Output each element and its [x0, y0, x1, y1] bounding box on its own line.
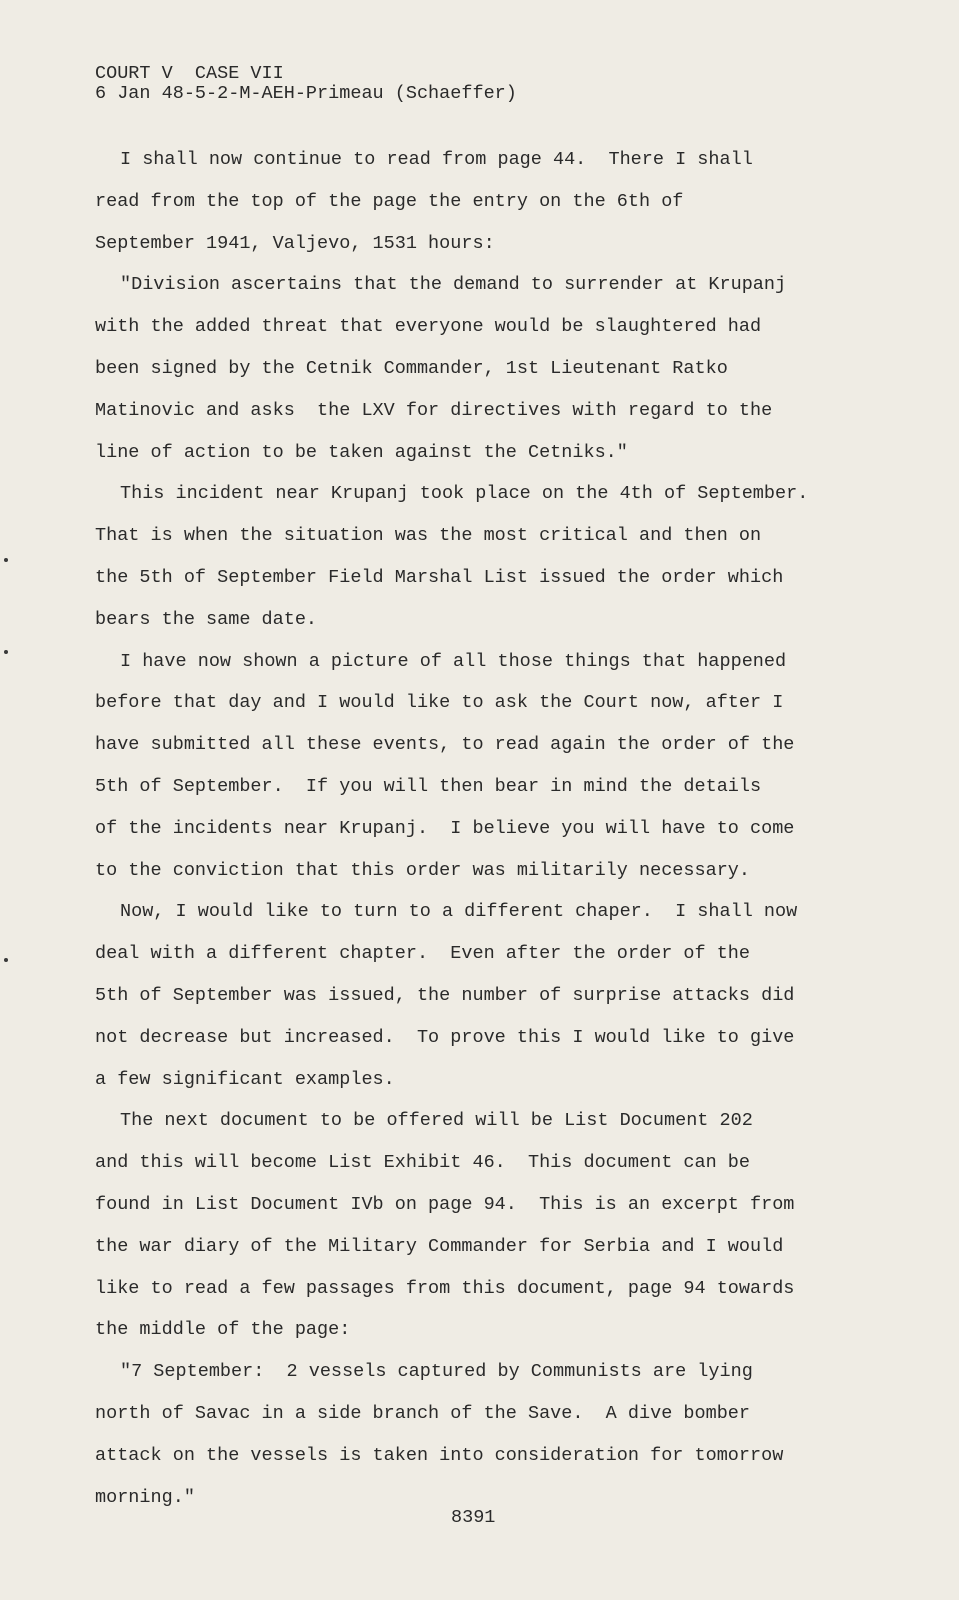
transcript-line: the war diary of the Military Commander for Serbia and I would: [95, 1235, 784, 1257]
transcript-line: attack on the vessels is taken into consideration for tomorrow: [95, 1444, 784, 1466]
transcript-line: I have now shown a picture of all those things that happened: [120, 650, 787, 672]
transcript-line: The next document to be offered will be List Document 202: [120, 1110, 753, 1132]
transcript-line: been signed by the Cetnik Commander, 1st Lieutenant Ratko: [95, 357, 728, 379]
transcript-line: like to read a few passages from this document, page 94 towards: [95, 1277, 795, 1299]
transcript-line: Matinovic and asks the LXV for directives with regard to the: [95, 399, 773, 421]
margin-mark: [4, 558, 8, 562]
transcript-line: deal with a different chapter. Even after the order of the: [95, 943, 751, 965]
transcript-line: the 5th of September Field Marshal List issued the order which: [95, 566, 784, 588]
session-reference: 6 Jan 48-5-2-M-AEH-Primeau (Schaeffer): [95, 83, 517, 104]
transcript-line: not decrease but increased. To prove this I would like to give: [95, 1026, 795, 1048]
transcript-line: north of Savac in a side branch of the Save. A dive bomber: [95, 1402, 751, 1424]
transcript-line: This incident near Krupanj took place on the 4th of September.: [120, 483, 809, 505]
page-number: 8391: [451, 1507, 496, 1528]
transcript-line: I shall now continue to read from page 44. There I shall: [120, 149, 753, 170]
transcript-line: read from the top of the page the entry on the 6th of: [95, 190, 684, 212]
transcript-line: and this will become List Exhibit 46. This document can be: [95, 1152, 751, 1174]
transcript-body: [95, 139, 885, 1518]
transcript-line: "Division ascertains that the demand to surrender at Krupanj: [120, 274, 787, 296]
transcript-line: have submitted all these events, to read again the order of the: [95, 734, 795, 756]
margin-mark: [4, 650, 8, 654]
case-header: [95, 64, 517, 104]
transcript-line: morning.": [95, 1486, 195, 1508]
transcript-line: 5th of September was issued, the number of surprise attacks did: [95, 984, 795, 1006]
transcript-line: to the conviction that this order was militarily necessary.: [95, 859, 751, 881]
transcript-line: of the incidents near Krupanj. I believe you will have to come: [95, 817, 795, 839]
transcript-line: bears the same date.: [95, 608, 318, 630]
transcript-line: the middle of the page:: [95, 1319, 351, 1341]
transcript-line: found in List Document IVb on page 94. This is an excerpt from: [95, 1193, 795, 1215]
transcript-line: 5th of September. If you will then bear in mind the details: [95, 775, 762, 797]
margin-mark: [4, 958, 8, 962]
transcript-line: September 1941, Valjevo, 1531 hours:: [95, 232, 495, 254]
transcript-line: That is when the situation was the most critical and then on: [95, 525, 762, 547]
transcript-line: Now, I would like to turn to a different chaper. I shall now: [120, 901, 798, 923]
transcript-line: a few significant examples.: [95, 1068, 395, 1090]
court-case-label: COURT V CASE VII: [95, 63, 284, 84]
transcript-line: line of action to be taken against the Cetniks.": [95, 441, 628, 463]
transcript-line: with the added threat that everyone would be slaughtered had: [95, 316, 762, 338]
transcript-line: "7 September: 2 vessels captured by Communists are lying: [120, 1361, 753, 1383]
transcript-line: before that day and I would like to ask the Court now, after I: [95, 692, 784, 714]
